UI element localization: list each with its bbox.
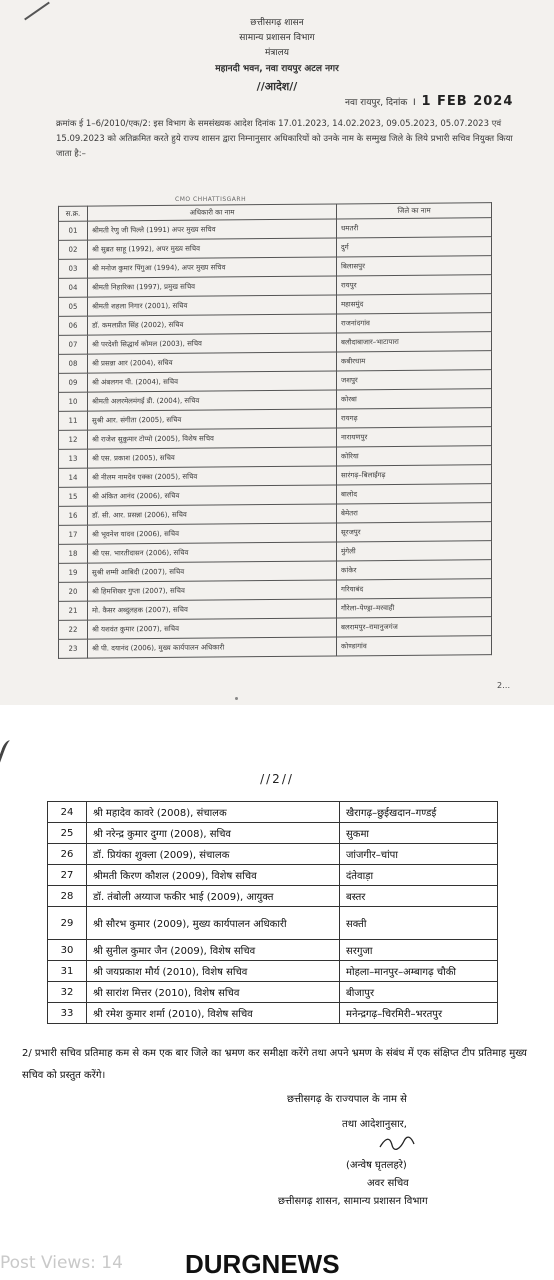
table-body-page-1 [59,218,492,659]
row-district: धमतरी [337,218,492,238]
row-serial: 27 [48,865,87,886]
row-district: रायपुर [337,275,492,295]
page-continue-mark: 2… [497,681,511,690]
row-serial: 30 [48,940,87,961]
table-row [48,1003,498,1024]
table-row [48,940,498,961]
row-officer: श्री सारांश मित्तर (2010), विशेष सचिव [87,982,340,1003]
signature [378,1135,416,1151]
row-serial: 12 [59,430,88,449]
site-brand: DURGNEWS [185,1249,340,1279]
row-serial: 22 [59,620,88,639]
row-serial: 06 [59,316,88,335]
row-officer: श्री प्रसन्ना आर (2004), सचिव [88,352,337,373]
signer-department: छत्तीसगढ़ शासन, सामान्य प्रशासन विभाग [278,1196,428,1207]
officers-table-page-2 [47,801,498,1024]
row-serial: 32 [48,982,87,1003]
row-district: सूरजपुर [337,522,492,542]
row-officer: श्री नरेन्द्र कुमार दुग्गा (2008), सचिव [87,823,340,844]
row-serial: 15 [59,487,88,506]
row-officer: श्रीमती शहला निगार (2001), सचिव [88,295,337,316]
row-district: सुकमा [340,823,498,844]
signer-name: (अन्वेष घृतलहरे) [346,1160,407,1171]
row-officer: श्री परदेशी सिद्धार्थ कोमल (2003), सचिव [88,333,337,354]
row-officer: श्री हिमशिखर गुप्ता (2007), सचिव [88,580,337,601]
row-serial: 13 [59,449,88,468]
row-officer: श्री अंकित आनंद (2006), सचिव [88,485,337,506]
table-row [48,802,498,823]
row-serial: 18 [59,544,88,563]
column-header-serial: स.क्र. [59,206,88,221]
row-district: खैरागढ़–छुईखदान–गण्डई [340,802,498,823]
row-officer: श्री नीलम नामदेव एक्का (2005), सचिव [88,466,337,487]
row-officer: डॉ. तंबोली अय्याज फकीर भाई (2009), आयुक्त [87,886,340,907]
row-officer: मो. कैसर अब्दुलहक (2007), सचिव [88,599,337,620]
watermark: CMO CHHATTISGARH [175,196,247,203]
row-district: सरगुजा [340,940,498,961]
row-district: महासमुंद [337,294,492,314]
row-serial: 31 [48,961,87,982]
row-district: बालोद [337,484,492,504]
row-officer: डॉ. प्रियंका शुक्ला (2009), संचालक [87,844,340,865]
row-serial: 26 [48,844,87,865]
row-district: नारायणपुर [337,427,492,447]
row-officer: सुश्री शम्मी आबिदी (2007), सचिव [88,561,337,582]
row-serial: 01 [59,221,88,240]
row-district: बलरामपुर–रामानुजगंज [337,617,492,637]
table-body-page-2 [48,802,498,1024]
table-row [48,907,498,940]
row-serial: 14 [59,468,88,487]
signer-designation: अवर सचिव [367,1178,409,1189]
row-officer: श्रीमती किरण कौशल (2009), विशेष सचिव [87,865,340,886]
row-serial: 10 [59,392,88,411]
instruction-paragraph: 2/ प्रभारी सचिव प्रतिमाह कम से कम एक बार जिले का भ्रमण कर समीक्षा करेंगे तथा अपने भ्रमण के संबंध में एक संक्षिप्त टीप प्रतिमाह मुख्य सचिव को प्रस्तुत करेंगे। [22,1048,527,1081]
row-district: बलौदाबाजार–भाटापारा [337,332,492,352]
order-heading: //आदेश// [256,80,298,93]
header-line-2: सामान्य प्रशासन विभाग [239,33,315,43]
post-views-count: Post Views: 14 [0,1253,123,1273]
row-officer: श्री एस. भारतीदासन (2006), सचिव [88,542,337,563]
row-district: राजनांदगांव [337,313,492,333]
row-officer: श्री भूवनेश यादव (2006), सचिव [88,523,337,544]
row-district: रायगढ़ [337,408,492,428]
row-officer: श्री एस. प्रकाश (2005), सचिव [88,447,337,468]
row-serial: 08 [59,354,88,373]
row-district: दुर्ग [337,237,492,257]
closing-line-2: तथा आदेशानुसार, [342,1119,407,1130]
row-serial: 24 [48,802,87,823]
table-row [48,865,498,886]
row-district: मनेन्द्रगढ़–चिरमिरी–भरतपुर [340,1003,498,1024]
row-officer: श्रीमती रेणु जी पिल्ले (1991) अपर मुख्य सचिव [88,219,337,240]
row-serial: 21 [59,601,88,620]
row-officer: श्री मनोज कुमार पिंगुआ (1994), अपर मुख्य सचिव [88,257,337,278]
table-row [48,961,498,982]
row-serial: 04 [59,278,88,297]
row-district: दंतेवाड़ा [340,865,498,886]
row-serial: 09 [59,373,88,392]
row-serial: 28 [48,886,87,907]
row-serial: 03 [59,259,88,278]
order-paragraph: क्रमांक ई 1–6/2010/एक/2: इस विभाग के समसंख्यक आदेश दिनांक 17.01.2023, 14.02.2023, 09.05.2023, 05.07.2023 एवं 15.09.2023 को अतिक्रमित करते हुये राज्य शासन द्वारा निम्नानुसार अधिकारियों को उनके नाम के सम्मुख जिले के लिये प्रभारी सचिव नियुक्त किया जाता है:– [56,119,513,159]
row-district: कबीरधाम [337,351,492,371]
row-serial: 02 [59,240,88,259]
row-district: बिलासपुर [337,256,492,276]
table-row [48,982,498,1003]
place-date: नवा रायपुर, दिनांक I 1 FEB 2024 [345,94,514,109]
row-district: मुंगेली [337,541,492,561]
page-2-number: //2// [260,772,294,786]
row-serial: 20 [59,582,88,601]
row-officer: सुश्री आर. संगीता (2005), सचिव [88,409,337,430]
row-district: बस्तर [340,886,498,907]
row-district: गौरेला–पेण्ड्रा–मरवाही [337,598,492,618]
officers-table-page-1 [58,202,492,659]
row-serial: 17 [59,525,88,544]
row-district: सक्ती [340,907,498,940]
row-officer: श्री सुनील कुमार जैन (2009), विशेष सचिव [87,940,340,961]
row-officer: डॉ. सी. आर. प्रसन्ना (2006), सचिव [88,504,337,525]
row-district: कोण्डागांव [337,636,492,656]
row-district: बीजापुर [340,982,498,1003]
row-district: कोरबा [337,389,492,409]
row-officer: श्री सौरभ कुमार (2009), मुख्य कार्यपालन अधिकारी [87,907,340,940]
column-header-district: जिले का नाम [337,203,492,219]
row-officer: श्री रमेश कुमार शर्मा (2010), विशेष सचिव [87,1003,340,1024]
header-line-3: मंत्रालय [264,48,289,58]
row-officer: श्री जयप्रकाश मौर्य (2010), विशेष सचिव [87,961,340,982]
header-line-4: महानदी भवन, नवा रायपुर अटल नगर [215,64,339,74]
row-serial: 05 [59,297,88,316]
row-officer: श्री यशवंत कुमार (2007), सचिव [88,618,337,639]
row-officer: श्रीमती निहारिका (1997), प्रमुख सचिव [88,276,337,297]
row-district: गरियाबंद [337,579,492,599]
row-serial: 33 [48,1003,87,1024]
row-serial: 16 [59,506,88,525]
place-date-label: नवा रायपुर, दिनांक [345,98,408,108]
header-line-1: छत्तीसगढ़ शासन [250,18,304,28]
row-district: जशपुर [337,370,492,390]
row-officer: श्री राजेश सुकुमार टोप्पो (2005), विशेष सचिव [88,428,337,449]
row-serial: 29 [48,907,87,940]
row-district: जांजगीर–चांपा [340,844,498,865]
table-row [48,823,498,844]
closing-line-1: छत्तीसगढ़ के राज्यपाल के नाम से [287,1094,407,1105]
row-district: कोरिया [337,446,492,466]
table-row [59,636,492,659]
row-officer: श्री अंबलगन पी. (2004), सचिव [88,371,337,392]
row-serial: 25 [48,823,87,844]
row-serial: 19 [59,563,88,582]
row-serial: 23 [59,639,88,658]
row-officer: श्री सुब्रत साहू (1992), अपर मुख्य सचिव [88,238,337,259]
row-officer: डॉ. कमलप्रीत सिंह (2002), सचिव [88,314,337,335]
row-officer: श्रीमती अलरमेलमंगई डी. (2004), सचिव [88,390,337,411]
scan-speck [235,697,238,700]
row-district: मोहला–मानपुर–अम्बागढ़ चौकी [340,961,498,982]
row-officer: श्री पी. दयानंद (2006), मुख्य कार्यपालन अधिकारी [88,637,337,658]
order-date: 1 FEB 2024 [421,94,514,109]
row-district: सारंगढ़–बिलाईगढ़ [337,465,492,485]
row-district: कांकेर [337,560,492,580]
row-serial: 11 [59,411,88,430]
column-header-officer: अधिकारी का नाम [88,204,337,221]
table-row [48,844,498,865]
table-row [48,886,498,907]
row-district: बेमेतरा [337,503,492,523]
row-serial: 07 [59,335,88,354]
row-officer: श्री महादेव कावरे (2008), संचालक [87,802,340,823]
